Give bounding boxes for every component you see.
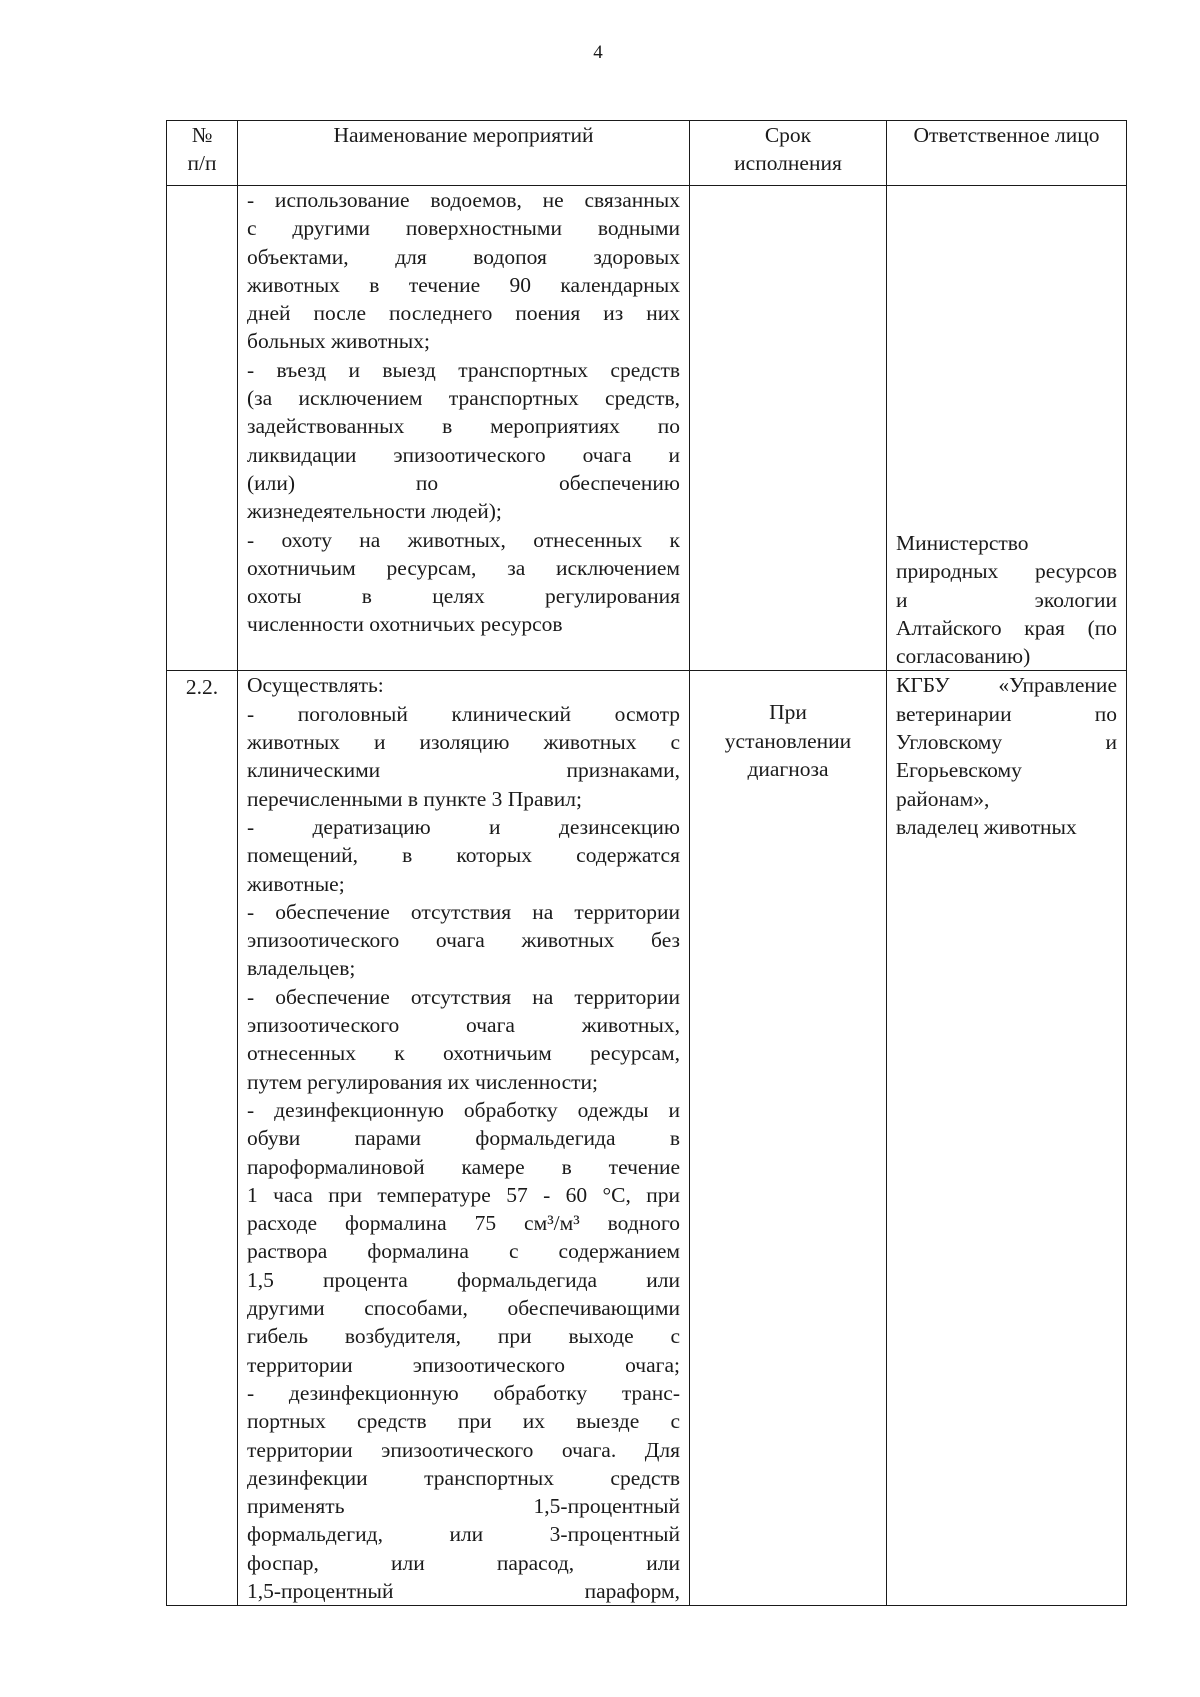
measure-line: эпизоотического очага животных без — [247, 928, 680, 953]
responsible-line: и экологии — [896, 587, 1117, 612]
measure-line: гибель возбудителя, при выходе с — [247, 1324, 680, 1349]
measure-line: (или) по обеспечению — [247, 470, 680, 495]
term-cell — [690, 186, 887, 671]
responsible-line: КГБУ «Управление — [896, 673, 1117, 698]
responsible-line: ветеринарии по — [896, 701, 1117, 726]
responsible-line: природных ресурсов — [896, 559, 1117, 584]
measure-line: фоспар, или парасод, или — [247, 1550, 680, 1575]
responsible-line: Алтайского края (по — [896, 615, 1117, 640]
measure-line: раствора формалина с содержанием — [247, 1239, 680, 1264]
responsible-line: Егорьевскому — [896, 758, 1022, 783]
measure-line: отнесенных к охотничьим ресурсам, — [247, 1041, 680, 1066]
responsible-cell — [887, 671, 1127, 1606]
term-line: диагноза — [747, 757, 829, 782]
measure-line: формальдегид, или 3-процентный — [247, 1522, 680, 1547]
measure-line: - охоту на животных, отнесенных к — [247, 527, 680, 552]
measure-line: - дератизацию и дезинсекцию — [247, 814, 680, 839]
measure-line: охоты в целях регулирования — [247, 584, 680, 609]
measure-line: перечисленными в пункте 3 Правил; — [247, 786, 582, 811]
measure-line: - въезд и выезд транспортных средств — [247, 357, 680, 382]
measure-line: животных и изоляцию животных с — [247, 730, 680, 755]
responsible-line: Угловскому и — [896, 730, 1117, 755]
measure-line: численности охотничьих ресурсов — [247, 612, 563, 637]
table-row — [167, 671, 1127, 1606]
measure-line: территории эпизоотического очага. Для — [247, 1437, 680, 1462]
measure-line: помещений, в которых содержатся — [247, 843, 680, 868]
measure-line: 1,5-процентный параформ, — [247, 1578, 680, 1603]
responsible-cell — [887, 186, 1127, 671]
measure-line: обуви парами формальдегида в — [247, 1126, 680, 1151]
row-number: 2.2. — [167, 671, 238, 1606]
measure-line: жизнедеятельности людей); — [247, 499, 502, 524]
table-row — [167, 186, 1127, 671]
measure-line: Осуществлять: — [247, 673, 384, 698]
table-header-row — [167, 121, 1127, 186]
measure-line: - дезинфекционную обработку одежды и — [247, 1097, 680, 1122]
header-term: Срок исполнения — [690, 121, 887, 186]
measure-line: пароформалиновой камере в течение — [247, 1154, 680, 1179]
measure-line: - поголовный клинический осмотр — [247, 701, 680, 726]
measure-line: территории эпизоотического очага; — [247, 1352, 680, 1377]
measure-line: путем регулирования их численности; — [247, 1069, 598, 1094]
measures-table — [166, 120, 1127, 1606]
header-number: № п/п — [167, 121, 238, 186]
measure-line: владельцев; — [247, 956, 356, 981]
measure-line: (за исключением транспортных средств, — [247, 386, 680, 411]
measure-line: больных животных; — [247, 329, 430, 354]
measure-line: животные; — [247, 871, 345, 896]
measure-line: с другими поверхностными водными — [247, 216, 680, 241]
measure-line: задействованных в мероприятиях по — [247, 414, 680, 439]
measure-line: - обеспечение отсутствия на территории — [247, 984, 680, 1009]
measure-line: - обеспечение отсутствия на территории — [247, 899, 680, 924]
measure-line: - дезинфекционную обработку транс- — [247, 1380, 680, 1405]
measure-line: 1,5 процента формальдегида или — [247, 1267, 680, 1292]
responsible-line: владелец животных — [896, 814, 1077, 839]
responsible-line: районам», — [896, 786, 990, 811]
responsible-line: согласованию) — [896, 644, 1031, 669]
measure-line: клиническими признаками, — [247, 758, 680, 783]
responsible-line: Министерство — [896, 531, 1029, 555]
term-line: установлении — [724, 728, 852, 753]
measure-line: эпизоотического очага животных, — [247, 1013, 680, 1038]
measure-line: дезинфекции транспортных средств — [247, 1465, 680, 1490]
measure-line: другими способами, обеспечивающими — [247, 1296, 680, 1321]
row-number — [167, 186, 238, 671]
measure-line: животных в течение 90 календарных — [247, 272, 680, 297]
measure-line: расходе формалина 75 см³/м³ водного — [247, 1211, 680, 1236]
header-responsible: Ответственное лицо — [887, 121, 1127, 186]
measure-line: применять 1,5-процентный — [247, 1494, 680, 1519]
measure-line: охотничьим ресурсам, за исключением — [247, 555, 680, 580]
term-line: При — [769, 700, 807, 725]
measure-line: - использование водоемов, не связанных — [247, 188, 680, 212]
measure-line: дней после последнего поения из них — [247, 301, 680, 326]
measure-line: объектами, для водопоя здоровых — [247, 244, 680, 269]
measure-text — [238, 671, 690, 1606]
measure-line: ликвидации эпизоотического очага и — [247, 442, 680, 467]
measure-line: портных средств при их выезде с — [247, 1409, 680, 1434]
term-cell — [690, 671, 887, 1606]
measure-line: 1 часа при температуре 57 - 60 °С, при — [247, 1182, 680, 1207]
measure-text — [238, 186, 690, 671]
header-name: Наименование мероприятий — [238, 121, 690, 186]
page-number: 4 — [593, 42, 603, 63]
